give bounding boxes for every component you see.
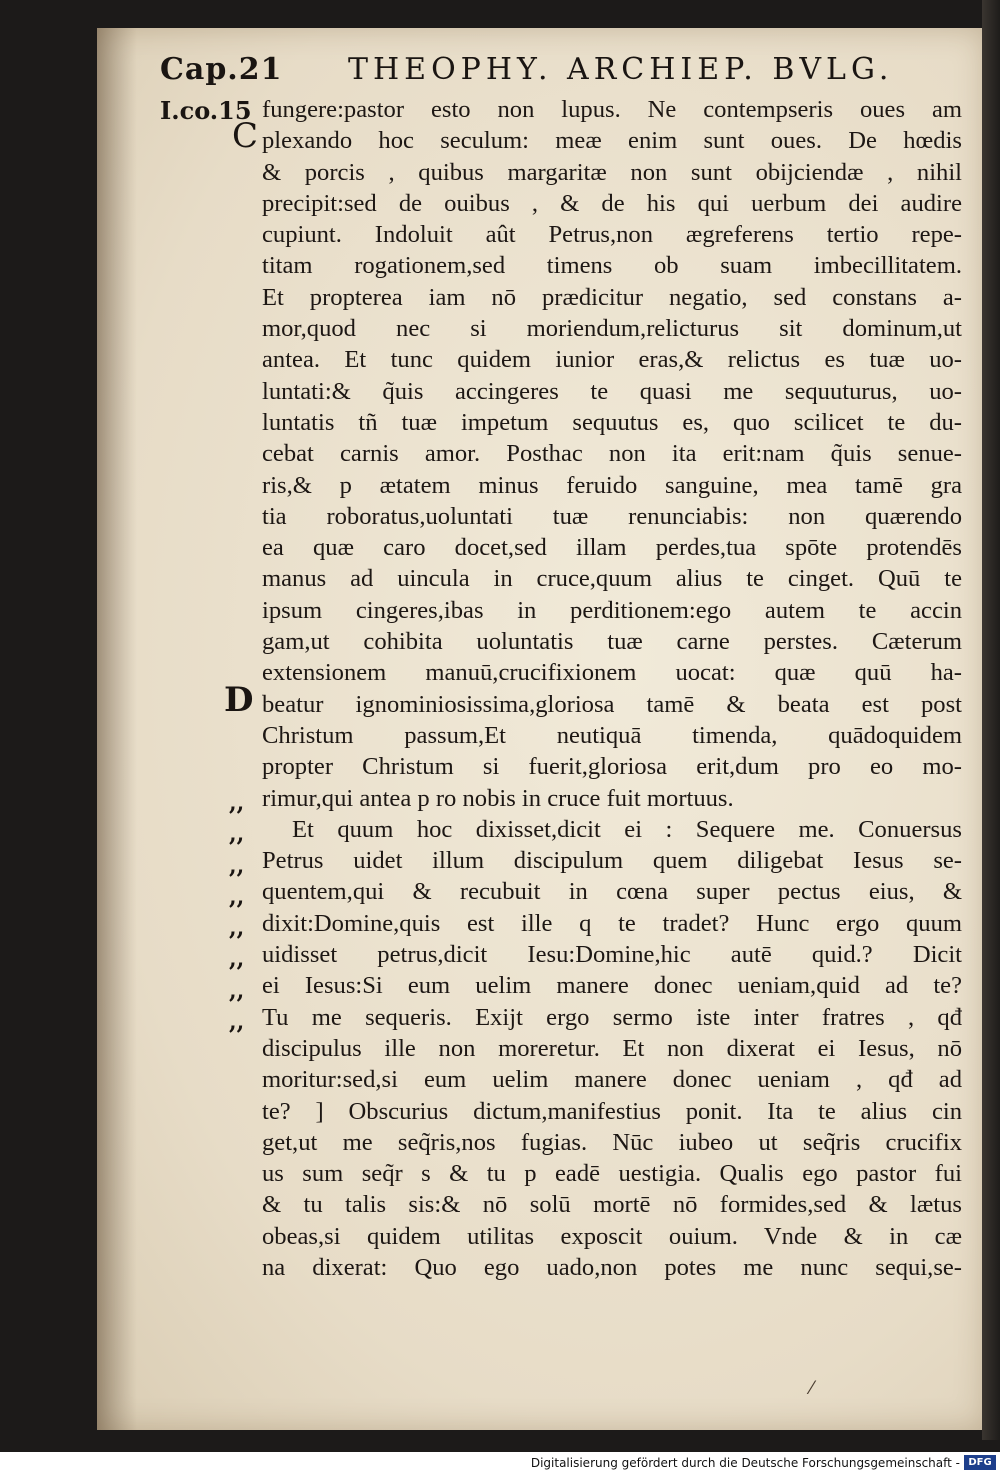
dfg-logo: DFG [964,1455,996,1470]
text-line: get,ut me seq̃ris,nos fugias. Nūc iubeo ut seq̃ris crucifix [262,1128,962,1156]
text-line: na dixerat: Quo ego uado,non potes me nunc sequi,se- [262,1253,962,1281]
text-line: & porcis , quibus margaritæ non sunt obijciendæ , nihil [262,158,962,186]
funding-notice: Digitalisierung gefördert durch die Deutsche Forschungsgemeinschaft - [530,1456,960,1470]
text-line: manus ad uincula in cruce,quum alius te cinget. Quū te [262,565,962,593]
text-line: ipsum cingeres,ibas in perditionem:ego autem te accin [262,596,962,624]
text-line: discipulus ille non moreretur. Et non dixerat ei Iesus, nō [262,1034,962,1062]
text-line: Tu me sequeris. Exijt ergo sermo iste inter fratres , qđ [262,1003,962,1031]
chapter-label: Cap.21 [160,52,283,87]
text-line: titam rogationem,sed timens ob suam imbecillitatem. [262,252,962,280]
text-line: luntati:& q̃uis accingeres te quasi me sequuturus, uo- [262,377,962,405]
text-line: extensionem manuū,crucifixionem uocat: quæ quū ha- [262,659,962,687]
text-line: cupiunt. Indoluit aût Petrus,non ægreferens tertio repe- [262,221,962,249]
quote-mark: ,, [229,883,245,910]
text-line: Et propterea iam nō prædicitur negatio, sed constans a- [262,283,962,311]
text-line: fungere:pastor esto non lupus. Ne contempseris oues am [262,96,962,123]
quote-mark: ,, [229,852,245,879]
text-line: obeas,si quidem utilitas exposcit ouium. Vnde & in cæ [262,1222,962,1250]
text-line: cebat carnis amor. Posthac non ita erit:nam q̃uis senue- [262,440,962,468]
gutter-shadow [97,28,137,1430]
quotation-marks [229,788,251,1038]
quote-mark: ,, [229,977,245,1004]
text-line: uidisset petrus,dicit Iesu:Domine,hic autē quid.? Dicit [262,941,962,969]
text-line: us sum seq̃r s & tu p eadē uestigia. Qualis ego pastor fui [262,1160,962,1188]
running-title: THEOPHY. ARCHIEP. BVLG. [348,52,894,87]
text-line: precipit:sed de ouibus , & de his qui uerbum dei audire [262,189,962,217]
text-line: Petrus uidet illum discipulum quem diligebat Iesus se- [262,847,962,875]
text-line: gam,ut cohibita uoluntatis tuæ carne perstes. Cæterum [262,628,962,656]
text-line: dixit:Domine,quis est ille q te tradet? Hunc ergo quum [262,909,962,937]
text-line: tia roboratus,uoluntati tuæ renunciabis: non quærendo [262,502,962,530]
text-line: te? ] Obscurius dictum,manifestius ponit. Ita te alius cin [262,1097,962,1125]
quote-mark: ,, [229,915,245,942]
text-line: ris,& p ætatem minus feruido sanguine, mea tamē gra [262,471,962,499]
quote-mark: ,, [229,1009,245,1036]
footer-bar [0,1452,1000,1474]
text-line: beatur ignominiosissima,gloriosa tamē & beata est post [262,690,962,718]
page-header [160,52,960,96]
text-line: antea. Et tunc quidem iunior eras,& relictus es tuæ uo- [262,346,962,374]
text-line: Christum passum,Et neutiquā timenda, quādoquidem [262,721,962,749]
quote-mark: ,, [229,790,245,816]
text-line: mor,quod nec si moriendum,relicturus sit dominum,ut [262,315,962,343]
page-edge [982,0,1000,1440]
text-line: & tu talis sis:& nō solū mortē nō formides,sed & lætus [262,1191,962,1219]
text-line: luntatis tñ tuæ impetum sequutus es, quo scilicet te du- [262,408,962,436]
margin-reference: I.co.15 [160,96,252,125]
text-line: rimur,qui antea p ro nobis in cruce fuit mortuus. [262,784,734,812]
text-line: propter Christum si fuerit,gloriosa erit,dum pro eo mo- [262,753,962,781]
text-line: quentem,qui & recubuit in cœna super pectus eius, & [262,878,962,906]
margin-letter-c: C [232,116,259,156]
text-line: ei Iesus:Si eum uelim manere donec ueniam,quid ad te? [262,972,962,1000]
text-line: Et quum hoc dixisset,dicit ei : Sequere me. Conuersus [292,815,962,843]
text-line: moritur:sed,si eum uelim manere donec ueniam , qđ ad [262,1066,962,1094]
quote-mark: ,, [229,946,245,973]
margin-letter-d: D [224,680,254,720]
body-text [262,94,962,1283]
text-line: plexando hoc seculum: meæ enim sunt oues. De hœdis [262,127,962,155]
catchmark: ⁄ [810,1378,814,1399]
text-line: ea quæ caro docet,sed illam perdes,tua spōte protendēs [262,534,962,562]
quote-mark: ,, [229,821,245,848]
